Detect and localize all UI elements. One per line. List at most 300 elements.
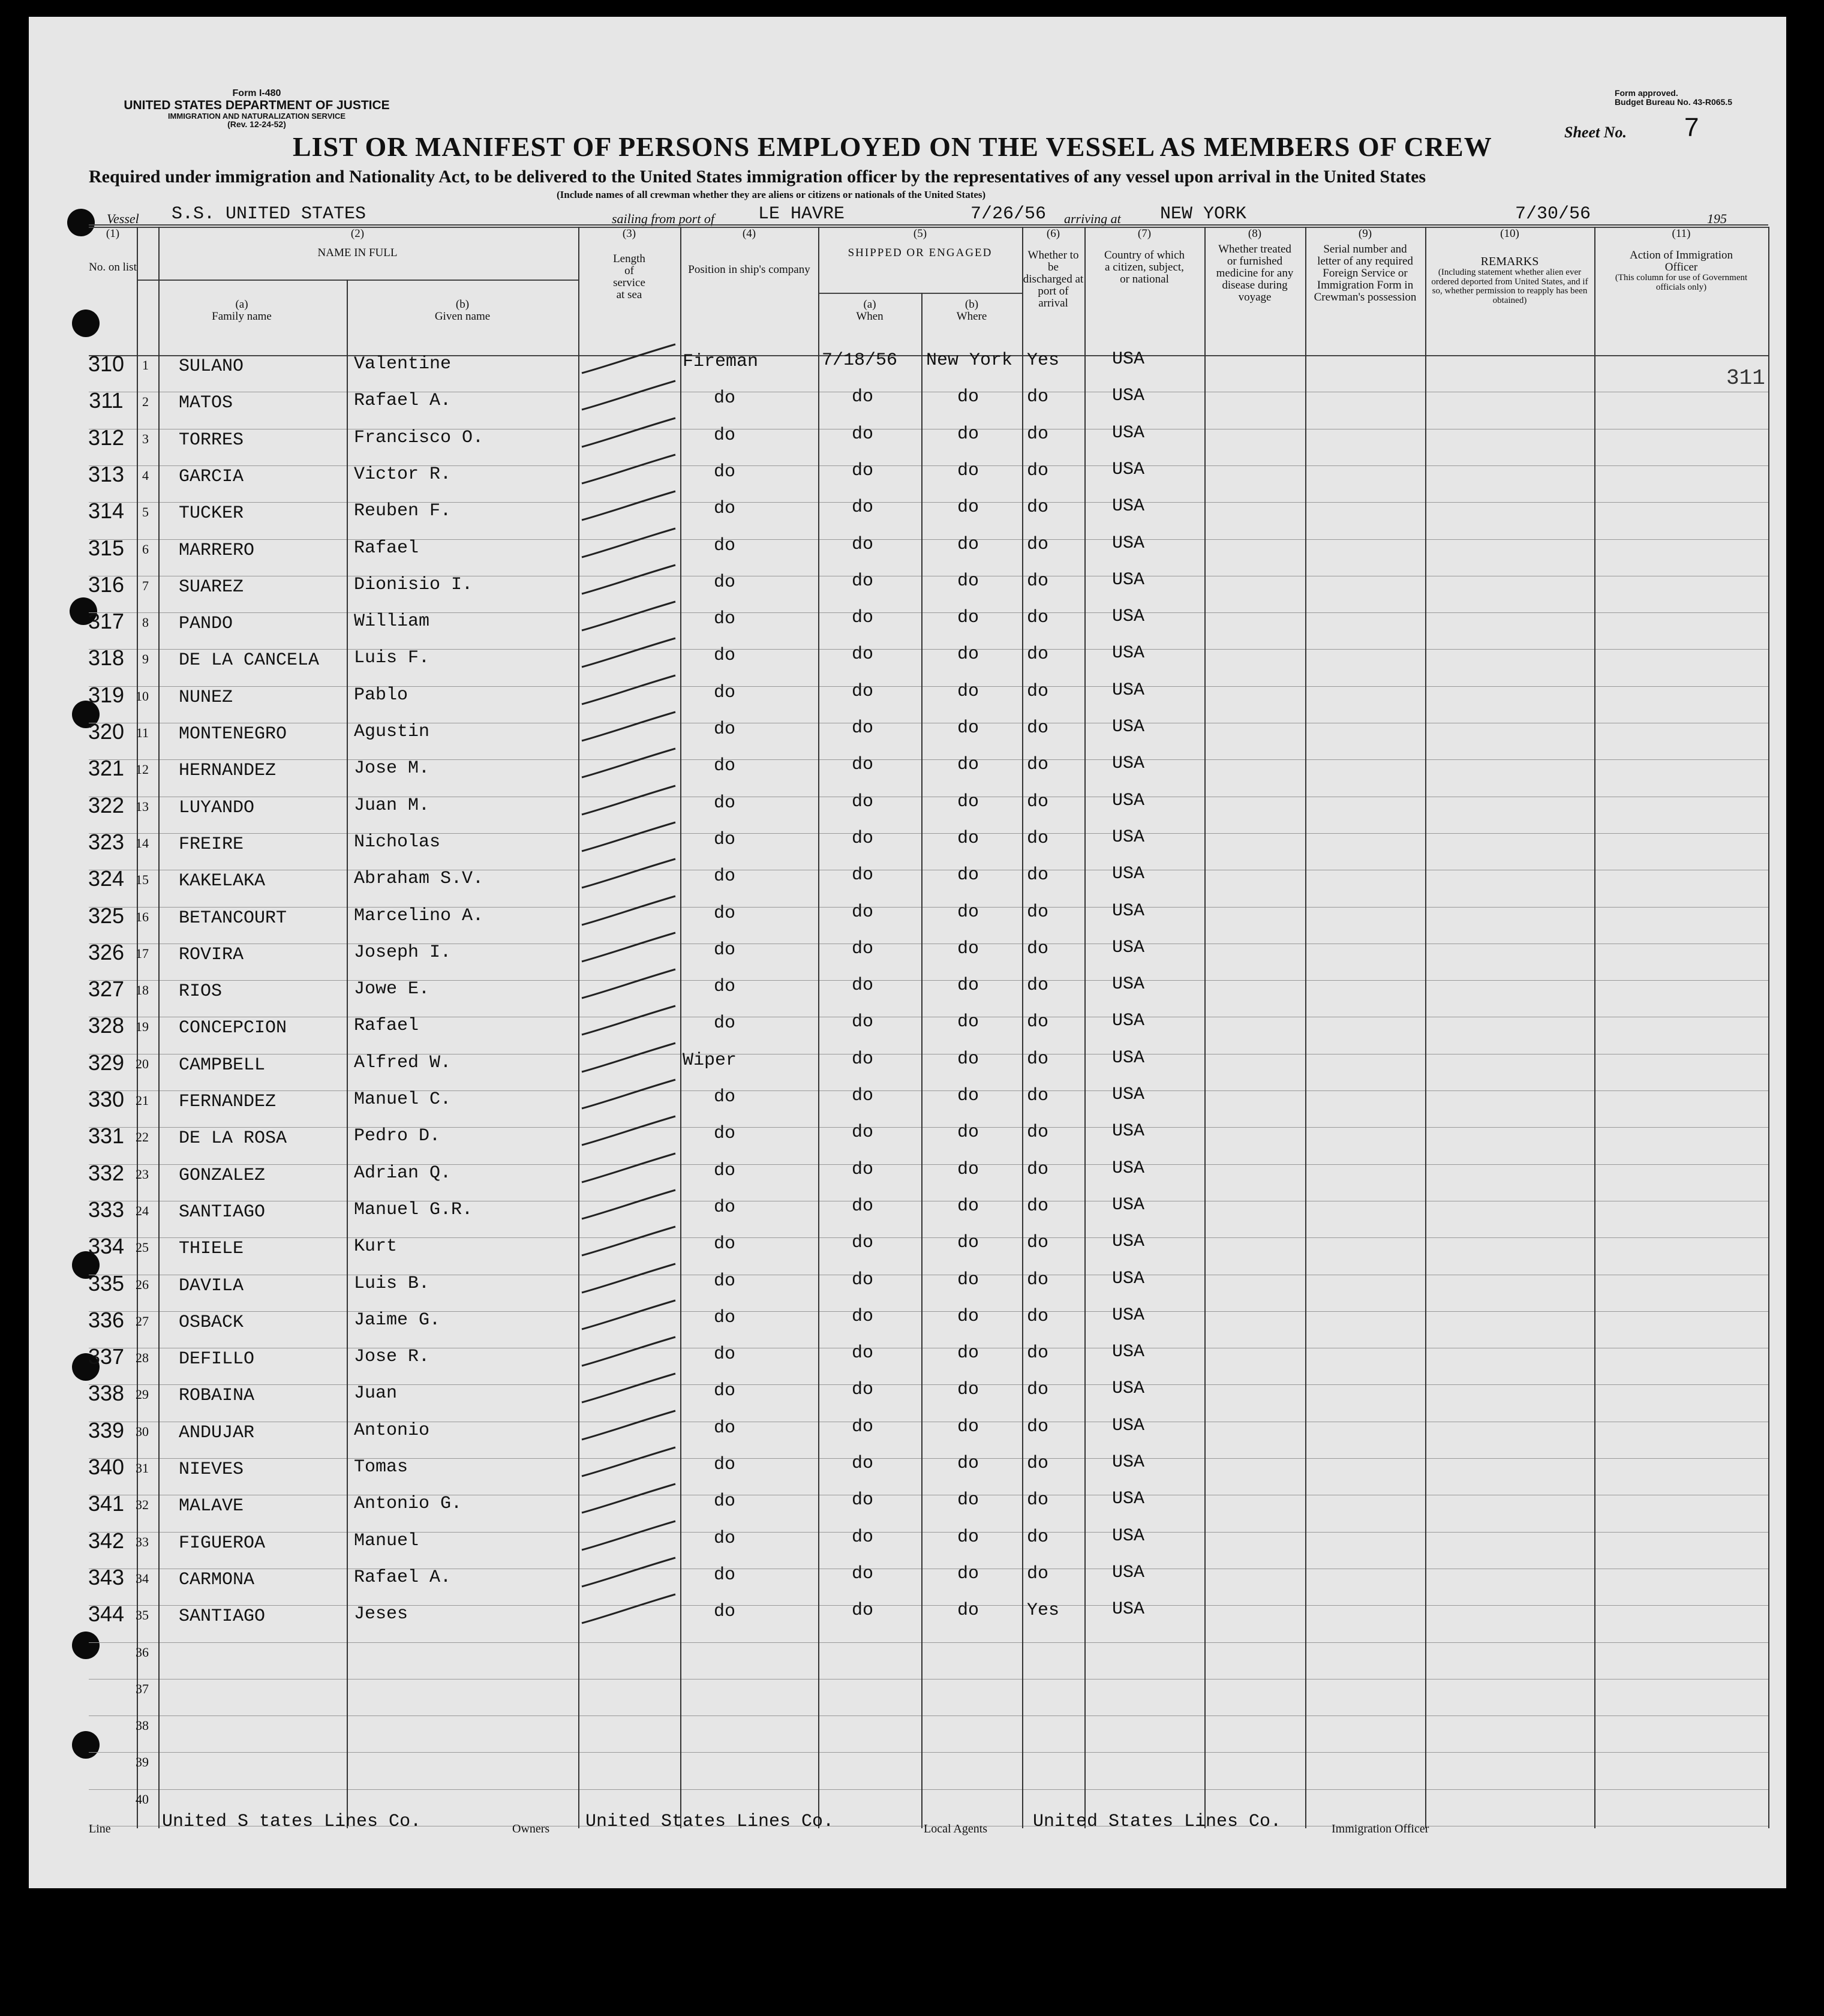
given-name: Adrian Q.: [354, 1162, 452, 1183]
shipped-when: do: [852, 718, 874, 738]
column-rule: [1768, 227, 1769, 1828]
position: do: [714, 1381, 736, 1402]
line-number: 39: [136, 1754, 149, 1770]
shipped-where: do: [957, 1527, 979, 1548]
shipped-where: do: [957, 1453, 979, 1474]
arrival-port: NEW YORK: [1160, 204, 1247, 224]
family-name: GONZALEZ: [179, 1165, 266, 1186]
row-rule: [89, 1384, 1768, 1385]
family-name: ANDUJAR: [179, 1422, 255, 1443]
row-rule: [89, 1237, 1768, 1238]
crew-list-number: 312: [88, 425, 125, 450]
country: USA: [1112, 1415, 1145, 1436]
col-title: Family name: [212, 310, 272, 323]
subnote: (Include names of all crewman whether they are aliens or citizens or nationals of the United States): [557, 189, 986, 200]
given-name: Joseph I.: [354, 942, 452, 963]
discharged: do: [1027, 865, 1049, 886]
family-name: CONCEPCION: [179, 1018, 287, 1039]
discharged: Yes: [1027, 350, 1060, 371]
line-number: 9: [142, 651, 149, 667]
line-number: 1: [142, 357, 149, 372]
crew-list-number: 330: [88, 1087, 125, 1111]
col-title: Length of service at sea: [613, 252, 645, 301]
discharged: do: [1027, 938, 1049, 959]
col-title: Position in ship's company: [688, 263, 810, 276]
discharged: do: [1027, 1233, 1049, 1254]
manifest-sheet: [29, 17, 1786, 1888]
family-name: SUAREZ: [179, 576, 244, 597]
row-rule: [89, 907, 1768, 908]
col-number: (10): [1500, 227, 1519, 240]
col-number: (7): [1137, 227, 1152, 240]
shipped-when: do: [852, 1453, 874, 1474]
country: USA: [1112, 643, 1145, 664]
family-name: SULANO: [179, 356, 244, 377]
given-name: Luis B.: [354, 1273, 430, 1294]
shipped-when: do: [852, 1048, 874, 1069]
position: do: [714, 1160, 736, 1181]
position: do: [714, 572, 736, 593]
line-number: 18: [136, 983, 149, 998]
service-check-mark: [578, 1335, 680, 1371]
line-number: 33: [136, 1534, 149, 1549]
crew-list-number: 320: [88, 719, 125, 744]
owners-value: United States Lines Co.: [585, 1811, 834, 1832]
shipped-where: do: [957, 828, 979, 849]
shipped-where: do: [957, 1563, 979, 1584]
given-name: Manuel G.R.: [354, 1199, 473, 1220]
shipped-when: do: [852, 1233, 874, 1254]
shipped-when: do: [852, 791, 874, 812]
column-rule: [680, 227, 681, 1828]
shipped-when: do: [852, 1563, 874, 1584]
col-number: (9): [1358, 227, 1372, 240]
crew-list-number: 325: [88, 903, 125, 928]
shipped-where: do: [957, 423, 979, 444]
line-number: 2: [142, 394, 149, 410]
country: USA: [1112, 1158, 1145, 1179]
col-2a-header: [137, 299, 347, 323]
service-check-mark: [578, 1188, 680, 1224]
family-name: PANDO: [179, 614, 233, 635]
discharged: do: [1027, 460, 1049, 481]
country: USA: [1112, 1452, 1145, 1473]
row-rule: [89, 980, 1768, 981]
shipped-where: do: [957, 1490, 979, 1511]
service-check-mark: [578, 1408, 680, 1444]
discharged: do: [1027, 1048, 1049, 1069]
given-name: Jose R.: [354, 1347, 430, 1368]
col-number: (b): [964, 298, 979, 311]
shipped-when: do: [852, 1343, 874, 1364]
family-name: MALAVE: [179, 1496, 244, 1517]
given-name: Juan M.: [354, 795, 430, 816]
row-rule: [89, 539, 1768, 540]
family-name: MONTENEGRO: [179, 724, 287, 744]
line-number: 15: [136, 872, 149, 888]
row-rule: [89, 1715, 1768, 1716]
crew-list-number: 339: [88, 1417, 125, 1443]
family-name: OSBACK: [179, 1312, 244, 1333]
col-title: Whether treated or furnished medicine for any disease during voyage: [1216, 242, 1294, 304]
family-name: KAKELAKA: [179, 871, 266, 892]
country: USA: [1112, 533, 1145, 554]
country: USA: [1112, 1342, 1145, 1363]
row-rule: [89, 1090, 1768, 1091]
crew-list-number: 328: [88, 1013, 125, 1038]
crew-list-number: 323: [88, 829, 125, 854]
crew-list-number: 313: [88, 461, 125, 486]
sailing-label: sailing from port of: [612, 211, 714, 226]
row-rule: [89, 759, 1768, 760]
crew-list-number: 318: [88, 645, 125, 671]
row-rule: [89, 833, 1768, 834]
crew-list-number: 314: [88, 498, 125, 524]
line-number: 17: [136, 945, 149, 961]
arriving-label: arriving at: [1064, 211, 1121, 226]
position: do: [714, 1013, 736, 1034]
service-check-mark: [578, 636, 680, 672]
given-name: Jaime G.: [354, 1309, 441, 1330]
crew-list-number: 336: [88, 1307, 125, 1332]
given-name: William: [354, 611, 430, 632]
punch-hole: [72, 310, 100, 337]
col-title: Country of which a citizen, subject, or national: [1104, 248, 1185, 286]
col-note: (This column for use of Government officials only): [1615, 272, 1748, 292]
country: USA: [1112, 1231, 1145, 1252]
position: Wiper: [683, 1050, 737, 1071]
line-value: United S tates Lines Co.: [162, 1811, 422, 1832]
shipped-when: do: [852, 608, 874, 629]
line-number: 6: [142, 541, 149, 557]
service-check-mark: [578, 416, 680, 452]
service-check-mark: [578, 1261, 680, 1297]
position: do: [714, 939, 736, 960]
given-name: Antonio: [354, 1420, 430, 1441]
family-name: DEFILLO: [179, 1349, 255, 1370]
position: do: [714, 461, 736, 482]
service-check-mark: [578, 526, 680, 562]
approval-line: Form approved.: [1614, 88, 1678, 98]
line-number: 22: [136, 1129, 149, 1145]
discharged: do: [1027, 1416, 1049, 1437]
shipped-when: do: [852, 902, 874, 923]
given-name: Jeses: [354, 1604, 408, 1625]
shipped-when: do: [852, 534, 874, 555]
country: USA: [1112, 422, 1145, 443]
shipped-when: do: [852, 570, 874, 591]
col-3-header: [578, 228, 680, 301]
position: do: [714, 1234, 736, 1255]
position: do: [714, 388, 736, 409]
shipped-when: 7/18/56: [822, 350, 898, 371]
crew-list-number: 333: [88, 1197, 125, 1222]
country: USA: [1112, 1305, 1145, 1326]
col-5a-header: [818, 299, 921, 323]
col-title: Where: [956, 310, 987, 323]
line-number: 25: [136, 1240, 149, 1255]
crew-list-number: 317: [88, 609, 125, 634]
row-rule: [89, 1532, 1768, 1533]
row-rule: [89, 1752, 1768, 1753]
family-name: GARCIA: [179, 466, 244, 487]
family-name: CAMPBELL: [179, 1054, 266, 1075]
shipped-when: do: [852, 755, 874, 776]
shipped-where: do: [957, 1012, 979, 1033]
form-identification: [89, 89, 425, 129]
line-number: 32: [136, 1497, 149, 1513]
col-number: (11): [1672, 227, 1691, 240]
shipped-where: do: [957, 1416, 979, 1437]
given-name: Kurt: [354, 1236, 398, 1257]
row-rule: [89, 1458, 1768, 1459]
line-number: 30: [136, 1423, 149, 1439]
column-rule: [158, 227, 160, 1828]
position: do: [714, 645, 736, 666]
crew-list-number: 327: [88, 977, 125, 1002]
line-number: 4: [142, 467, 149, 483]
crew-list-number: 332: [88, 1160, 125, 1185]
line-number: 11: [136, 725, 149, 740]
discharged: do: [1027, 1086, 1049, 1106]
discharged: do: [1027, 1269, 1049, 1290]
sheet-label: Sheet No.: [1564, 124, 1627, 141]
line-number: 8: [142, 615, 149, 630]
col-5b-header: [921, 299, 1022, 323]
shipped-where: New York: [926, 350, 1013, 371]
line-number: 31: [136, 1461, 149, 1476]
column-rule: [1594, 227, 1595, 1828]
crew-list-number: 316: [88, 572, 125, 597]
discharged: do: [1027, 644, 1049, 665]
line-number: 23: [136, 1166, 149, 1182]
line-number: 29: [136, 1387, 149, 1402]
family-name: FIGUEROA: [179, 1533, 266, 1554]
shipped-where: do: [957, 938, 979, 959]
crew-list-number: 319: [88, 682, 125, 707]
given-name: Jose M.: [354, 758, 430, 779]
row-rule: [89, 1605, 1768, 1606]
service-check-mark: [578, 1592, 680, 1628]
position: do: [714, 498, 736, 519]
given-name: Rafael: [354, 1015, 419, 1036]
shipped-where: do: [957, 608, 979, 629]
line-number: 35: [136, 1608, 149, 1623]
position: do: [714, 977, 736, 998]
discharged: do: [1027, 1490, 1049, 1511]
given-name: Rafael A.: [354, 1567, 452, 1588]
country: USA: [1112, 790, 1145, 811]
crew-list-number: 329: [88, 1050, 125, 1075]
family-name: NIEVES: [179, 1459, 244, 1480]
country: USA: [1112, 1047, 1145, 1068]
discharged: do: [1027, 828, 1049, 849]
col-10-header: [1425, 228, 1594, 306]
shipped-when: do: [852, 1380, 874, 1401]
column-rule: [818, 227, 819, 1828]
country: USA: [1112, 1489, 1145, 1510]
shipped-where: do: [957, 1086, 979, 1106]
family-name: MATOS: [179, 393, 233, 414]
country: USA: [1112, 496, 1145, 517]
position: Fireman: [683, 351, 759, 372]
service-check-mark: [578, 930, 680, 966]
row-rule: [89, 649, 1768, 650]
country: USA: [1112, 459, 1145, 480]
crew-list-number: 344: [88, 1602, 125, 1627]
row-rule: [89, 1789, 1768, 1790]
crew-list-number: 338: [88, 1381, 125, 1406]
shipped-where: do: [957, 975, 979, 996]
position: do: [714, 1344, 736, 1365]
line-number: 5: [142, 504, 149, 520]
shipped-when: do: [852, 828, 874, 849]
margin-annotation: 311: [1726, 366, 1765, 390]
shipped-when: do: [852, 1159, 874, 1180]
shipped-when: do: [852, 1600, 874, 1621]
col-11-header: [1594, 228, 1768, 292]
given-name: Rafael A.: [354, 390, 452, 411]
col-number: (3): [622, 227, 636, 240]
position: do: [714, 1197, 736, 1218]
shipped-when: do: [852, 497, 874, 518]
service-check-mark: [578, 1224, 680, 1260]
budget-bureau-no: Budget Bureau No. 43-R065.5: [1614, 97, 1732, 107]
shipped-where: do: [957, 534, 979, 555]
col-number: (2): [350, 227, 365, 240]
shipped-when: do: [852, 1086, 874, 1106]
col-1-header: [89, 228, 137, 274]
country: USA: [1112, 827, 1145, 848]
col-2-header: [137, 228, 578, 259]
row-rule: [89, 1311, 1768, 1312]
position: do: [714, 425, 736, 446]
country: USA: [1112, 349, 1145, 369]
col-title: No. on list: [89, 260, 137, 274]
shipped-where: do: [957, 1195, 979, 1216]
country: USA: [1112, 1011, 1145, 1032]
family-name: TORRES: [179, 429, 244, 450]
family-name: THIELE: [179, 1239, 244, 1260]
country: USA: [1112, 386, 1145, 407]
shipped-when: do: [852, 1122, 874, 1143]
country: USA: [1112, 1268, 1145, 1289]
col-title: NAME IN FULL: [317, 246, 398, 259]
col-5-header: [818, 228, 1022, 259]
country: USA: [1112, 569, 1145, 590]
crew-list-number: 326: [88, 939, 125, 965]
form-approval: [1615, 89, 1732, 107]
line-number: 36: [136, 1644, 149, 1660]
shipped-when: do: [852, 975, 874, 996]
col-9-header: [1305, 228, 1425, 304]
col-number: (a): [863, 298, 876, 311]
shipped-where: do: [957, 1380, 979, 1401]
country: USA: [1112, 1599, 1145, 1620]
shipped-where: do: [957, 718, 979, 738]
shipped-when: do: [852, 644, 874, 665]
col-2b-header: [347, 299, 578, 323]
shipped-where: do: [957, 387, 979, 408]
family-name: SANTIAGO: [179, 1201, 266, 1222]
given-name: Jowe E.: [354, 979, 430, 1000]
col-number: (a): [235, 298, 248, 311]
given-name: Dionisio I.: [354, 574, 473, 595]
revision: (Rev. 12-24-52): [227, 119, 286, 130]
position: do: [714, 829, 736, 850]
crew-list-number: 322: [88, 792, 125, 818]
row-rule: [89, 612, 1768, 613]
family-name: DE LA CANCELA: [179, 650, 320, 671]
shipped-when: do: [852, 460, 874, 481]
discharged: do: [1027, 718, 1049, 738]
col-number: (6): [1046, 227, 1060, 240]
position: do: [714, 792, 736, 813]
position: do: [714, 719, 736, 740]
service-check-mark: [578, 967, 680, 1003]
given-name: Francisco O.: [354, 427, 484, 448]
discharged: do: [1027, 570, 1049, 591]
col-title: Action of Immigration Officer: [1629, 248, 1733, 274]
discharged: do: [1027, 387, 1049, 408]
given-name: Rafael: [354, 537, 419, 558]
position: do: [714, 1491, 736, 1512]
given-name: Manuel: [354, 1530, 419, 1551]
service: IMMIGRATION AND NATURALIZATION SERVICE: [167, 111, 346, 121]
position: do: [714, 609, 736, 630]
service-check-mark: [578, 1151, 680, 1187]
line-number: 27: [136, 1313, 149, 1329]
column-rule: [1305, 227, 1306, 1828]
shipped-where: do: [957, 681, 979, 702]
crew-list-number: 337: [88, 1344, 125, 1369]
crew-list-number: 340: [88, 1455, 125, 1479]
given-name: Pablo: [354, 684, 408, 705]
discharged: do: [1027, 975, 1049, 996]
shipped-where: do: [957, 1600, 979, 1621]
shipped-when: do: [852, 1012, 874, 1033]
crew-list-number: 310: [88, 351, 125, 376]
position: do: [714, 756, 736, 777]
family-name: ROBAINA: [179, 1386, 255, 1407]
discharged: do: [1027, 1195, 1049, 1216]
discharged: do: [1027, 1343, 1049, 1364]
vessel-name: S.S. UNITED STATES: [172, 204, 366, 224]
line-number: 24: [136, 1203, 149, 1218]
discharged: do: [1027, 1380, 1049, 1401]
row-rule: [89, 1164, 1768, 1165]
country: USA: [1112, 717, 1145, 737]
shipped-when: do: [852, 387, 874, 408]
service-check-mark: [578, 1114, 680, 1150]
discharged: do: [1027, 755, 1049, 776]
service-check-mark: [578, 1004, 680, 1039]
discharged: Yes: [1027, 1600, 1060, 1621]
family-name: CARMONA: [179, 1569, 255, 1590]
discharged: do: [1027, 1453, 1049, 1474]
column-rule: [1425, 227, 1426, 1828]
position: do: [714, 1564, 736, 1585]
given-name: Abraham S.V.: [354, 869, 484, 890]
given-name: Pedro D.: [354, 1126, 441, 1147]
discharged: do: [1027, 534, 1049, 555]
col-title: Whether to be discharged at port of arrival: [1023, 248, 1084, 310]
position: do: [714, 1528, 736, 1549]
arrival-date: 7/30/56: [1515, 204, 1591, 224]
shipped-when: do: [852, 1490, 874, 1511]
family-name: NUNEZ: [179, 687, 233, 708]
crew-list-number: 311: [89, 388, 124, 413]
